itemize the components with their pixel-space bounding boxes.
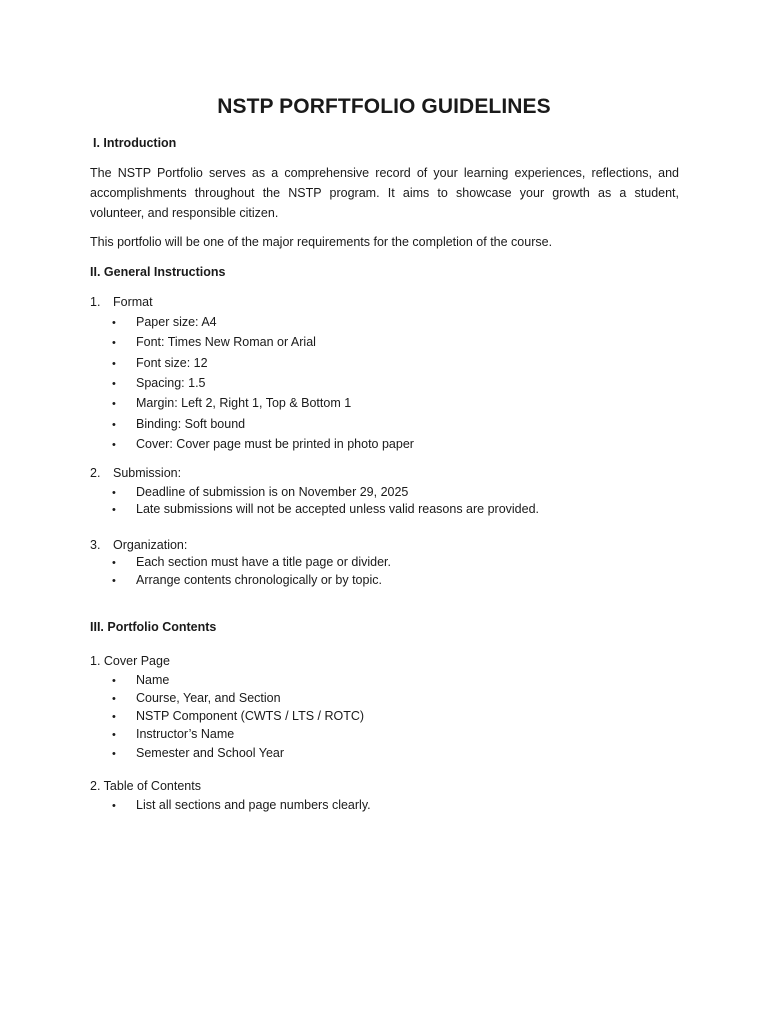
format-item-text: Cover: Cover page must be printed in photo paper xyxy=(136,437,414,451)
bullet-icon: • xyxy=(112,504,116,516)
format-item-text: Font size: 12 xyxy=(136,356,208,370)
table-of-contents-label: 2. Table of Contents xyxy=(90,779,201,793)
document-title: NSTP PORFTFOLIO GUIDELINES xyxy=(217,95,551,118)
bullet-icon: • xyxy=(112,729,116,741)
format-item xyxy=(112,435,414,454)
format-item xyxy=(112,333,316,352)
bullet-icon: • xyxy=(112,711,116,723)
introduction-paragraph-2: This portfolio will be one of the major requirements for the completion of the course. xyxy=(90,235,553,249)
organization-item-text: Each section must have a title page or divider. xyxy=(136,555,392,569)
bullet-icon: • xyxy=(112,398,116,410)
cover-page-item xyxy=(112,725,234,744)
format-item-text: Font: Times New Roman or Arial xyxy=(136,335,316,349)
cover-page-item-text: Semester and School Year xyxy=(136,746,285,760)
submission-item xyxy=(112,500,539,519)
bullet-icon: • xyxy=(112,378,116,390)
submission-item-text: Deadline of submission is on November 29, 2025 xyxy=(136,485,409,499)
submission-number: 2. xyxy=(90,466,101,480)
cover-page-label: 1. Cover Page xyxy=(90,654,170,668)
format-item xyxy=(112,394,351,413)
bullet-icon: • xyxy=(112,439,116,451)
bullet-icon: • xyxy=(112,693,116,705)
cover-page-item xyxy=(112,671,169,690)
organization-item xyxy=(112,571,382,590)
section-heading-general-instructions: II. General Instructions xyxy=(90,265,226,279)
format-number: 1. xyxy=(90,295,101,309)
cover-page-item xyxy=(112,744,284,763)
cover-page-item-text: Course, Year, and Section xyxy=(136,691,281,705)
format-item xyxy=(112,313,217,332)
bullet-icon: • xyxy=(112,557,116,569)
bullet-icon: • xyxy=(112,800,116,812)
cover-page-item-text: Name xyxy=(136,673,170,687)
section-heading-introduction: I. Introduction xyxy=(93,136,177,150)
format-item-text: Spacing: 1.5 xyxy=(136,376,206,390)
format-item xyxy=(112,374,206,393)
format-label: Format xyxy=(113,295,153,309)
format-item-text: Paper size: A4 xyxy=(136,315,217,329)
cover-page-item-text: Instructor’s Name xyxy=(136,727,235,741)
format-item-text: Margin: Left 2, Right 1, Top & Bottom 1 xyxy=(136,396,352,410)
bullet-icon: • xyxy=(112,487,116,499)
bullet-icon: • xyxy=(112,317,116,329)
bullet-icon: • xyxy=(112,675,116,687)
introduction-paragraph xyxy=(90,163,679,223)
section-heading-portfolio-contents: III. Portfolio Contents xyxy=(90,620,217,634)
organization-number: 3. xyxy=(90,538,101,552)
organization-item-text: Arrange contents chronologically or by topic. xyxy=(136,573,382,587)
bullet-icon: • xyxy=(112,748,116,760)
introduction-paragraph-line: volunteer, and responsible citizen. xyxy=(90,206,279,220)
introduction-paragraph-line: The NSTP Portfolio serves as a comprehensive record of your learning experiences, reflections, and xyxy=(90,166,679,180)
cover-page-item xyxy=(112,689,281,708)
format-item xyxy=(112,354,208,373)
table-of-contents-item xyxy=(112,796,371,815)
format-item xyxy=(112,415,245,434)
bullet-icon: • xyxy=(112,337,116,349)
bullet-icon: • xyxy=(112,419,116,431)
submission-item-text: Late submissions will not be accepted unless valid reasons are provided. xyxy=(136,502,540,516)
introduction-paragraph-line: accomplishments throughout the NSTP program. It aims to showcase your growth as a student, xyxy=(90,186,679,200)
cover-page-item xyxy=(112,707,364,726)
organization-label: Organization: xyxy=(113,538,188,552)
bullet-icon: • xyxy=(112,358,116,370)
table-of-contents-item-text: List all sections and page numbers clearly. xyxy=(136,798,371,812)
bullet-icon: • xyxy=(112,575,116,587)
format-item-text: Binding: Soft bound xyxy=(136,417,246,431)
organization-item xyxy=(112,553,391,572)
cover-page-item-text: NSTP Component (CWTS / LTS / ROTC) xyxy=(136,709,365,723)
submission-label: Submission: xyxy=(113,466,182,480)
